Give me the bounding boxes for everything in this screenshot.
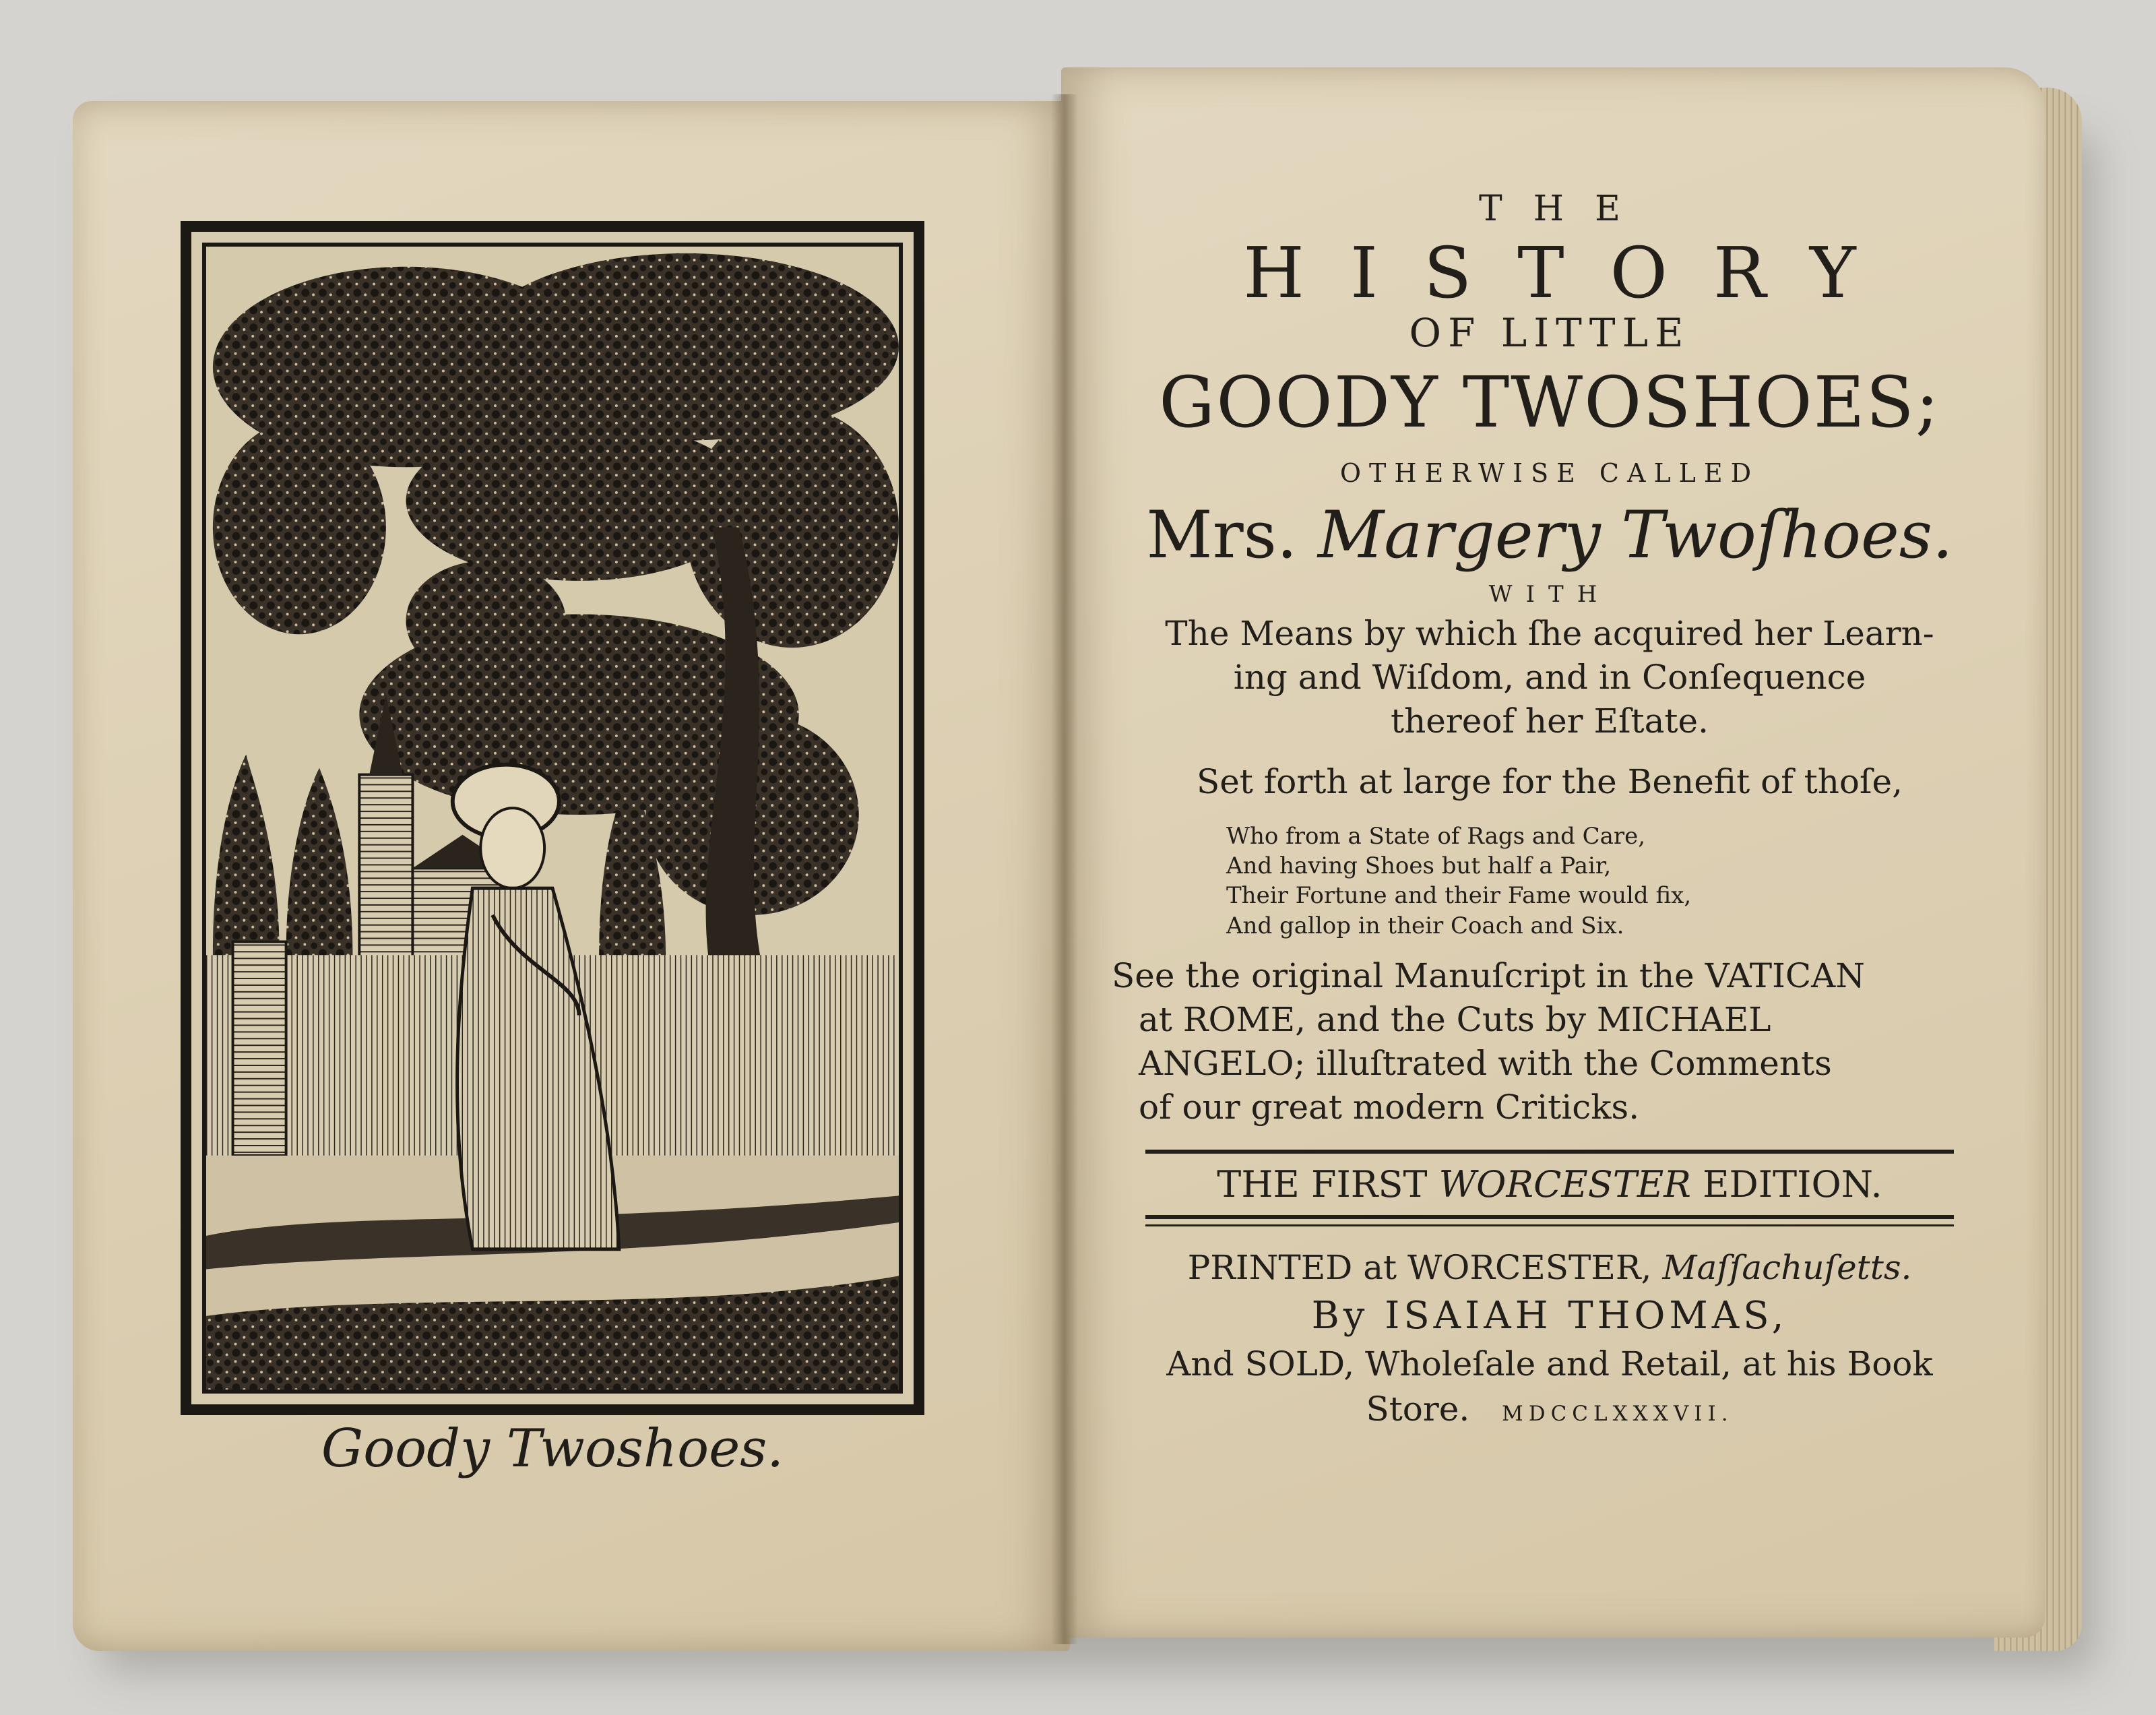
rule-thin (1145, 1224, 1954, 1226)
title-mrs: Mrs. (1146, 497, 1298, 573)
title-otherwise-called: OTHERWISE CALLED (1339, 458, 1760, 488)
title-page-text (1105, 189, 1994, 1433)
imprint-store: Store. (1366, 1390, 1470, 1429)
illustration-caption: Goody Twoshoes. (321, 1418, 784, 1479)
see-line: at ROME, and the Cuts by MICHAEL (1139, 999, 1771, 1039)
title-with: WITH (1488, 581, 1611, 608)
see-line: See the original Manuſcript in the VATICAN (1112, 956, 1865, 995)
edition-suffix: EDITION. (1703, 1162, 1882, 1206)
title-history: HISTORY (1243, 232, 1902, 314)
title-goody-twoshoes: GOODY TWOSHOES; (1159, 361, 1940, 443)
verse-line: Their Fortune and their Fame would fix, (1226, 882, 1692, 910)
rule-top (1145, 1150, 1954, 1154)
see-paragraph (1112, 954, 1994, 1129)
rule-bottom (1145, 1215, 1954, 1219)
woodcut-illustration (181, 221, 924, 1415)
imprint-massachusetts: Maſſachuſetts. (1662, 1247, 1912, 1287)
means-line: The Means by which ſhe acquired her Learn- (1165, 614, 1934, 653)
title-of-little: OF LITTLE (1409, 310, 1690, 356)
wall-pillar (233, 941, 286, 1155)
imprint-date: MDCCLXXXVII. (1501, 1402, 1734, 1427)
imprint-printed: PRINTED at WORCESTER, (1187, 1247, 1652, 1287)
verse-line: And having Shoes but half a Pair, (1226, 852, 1612, 880)
edition-line (1105, 1163, 1994, 1206)
verse-line: And gallop in their Coach and Six. (1226, 912, 1624, 939)
verse-line: Who from a State of Rags and Care, (1226, 823, 1646, 850)
means-line: thereof her Eſtate. (1391, 701, 1709, 741)
means-line: ing and Wiſdom, and in Conſequence (1233, 658, 1866, 697)
imprint (1105, 1245, 1994, 1433)
imprint-line-4 (1105, 1387, 1994, 1433)
book-spine (1051, 94, 1078, 1644)
edition-prefix: THE FIRST (1217, 1162, 1428, 1206)
edition-worcester: WORCESTER (1438, 1162, 1691, 1206)
title-margery: Margery Twoſhoes. (1317, 497, 1953, 573)
title-mrs-margery (1105, 497, 1994, 573)
imprint-line-2: By ISAIAH THOMAS, (1311, 1294, 1788, 1338)
imprint-line-3: And SOLD, Wholeſale and Retail, at his Book (1166, 1344, 1933, 1383)
woodcut-drawing (206, 247, 899, 1390)
see-line: ANGELO; illuſtrated with the Comments (1139, 1043, 1832, 1083)
imprint-line-1 (1105, 1245, 1994, 1291)
means-paragraph (1105, 612, 1994, 743)
woodcut-inner-frame (202, 243, 903, 1394)
title-the: THE (1479, 189, 1651, 229)
see-line: of our great modern Criticks. (1139, 1087, 1640, 1127)
verse-block (1226, 821, 1994, 941)
set-forth-line: Set forth at large for the Benefit of thoſe, (1196, 762, 1903, 801)
